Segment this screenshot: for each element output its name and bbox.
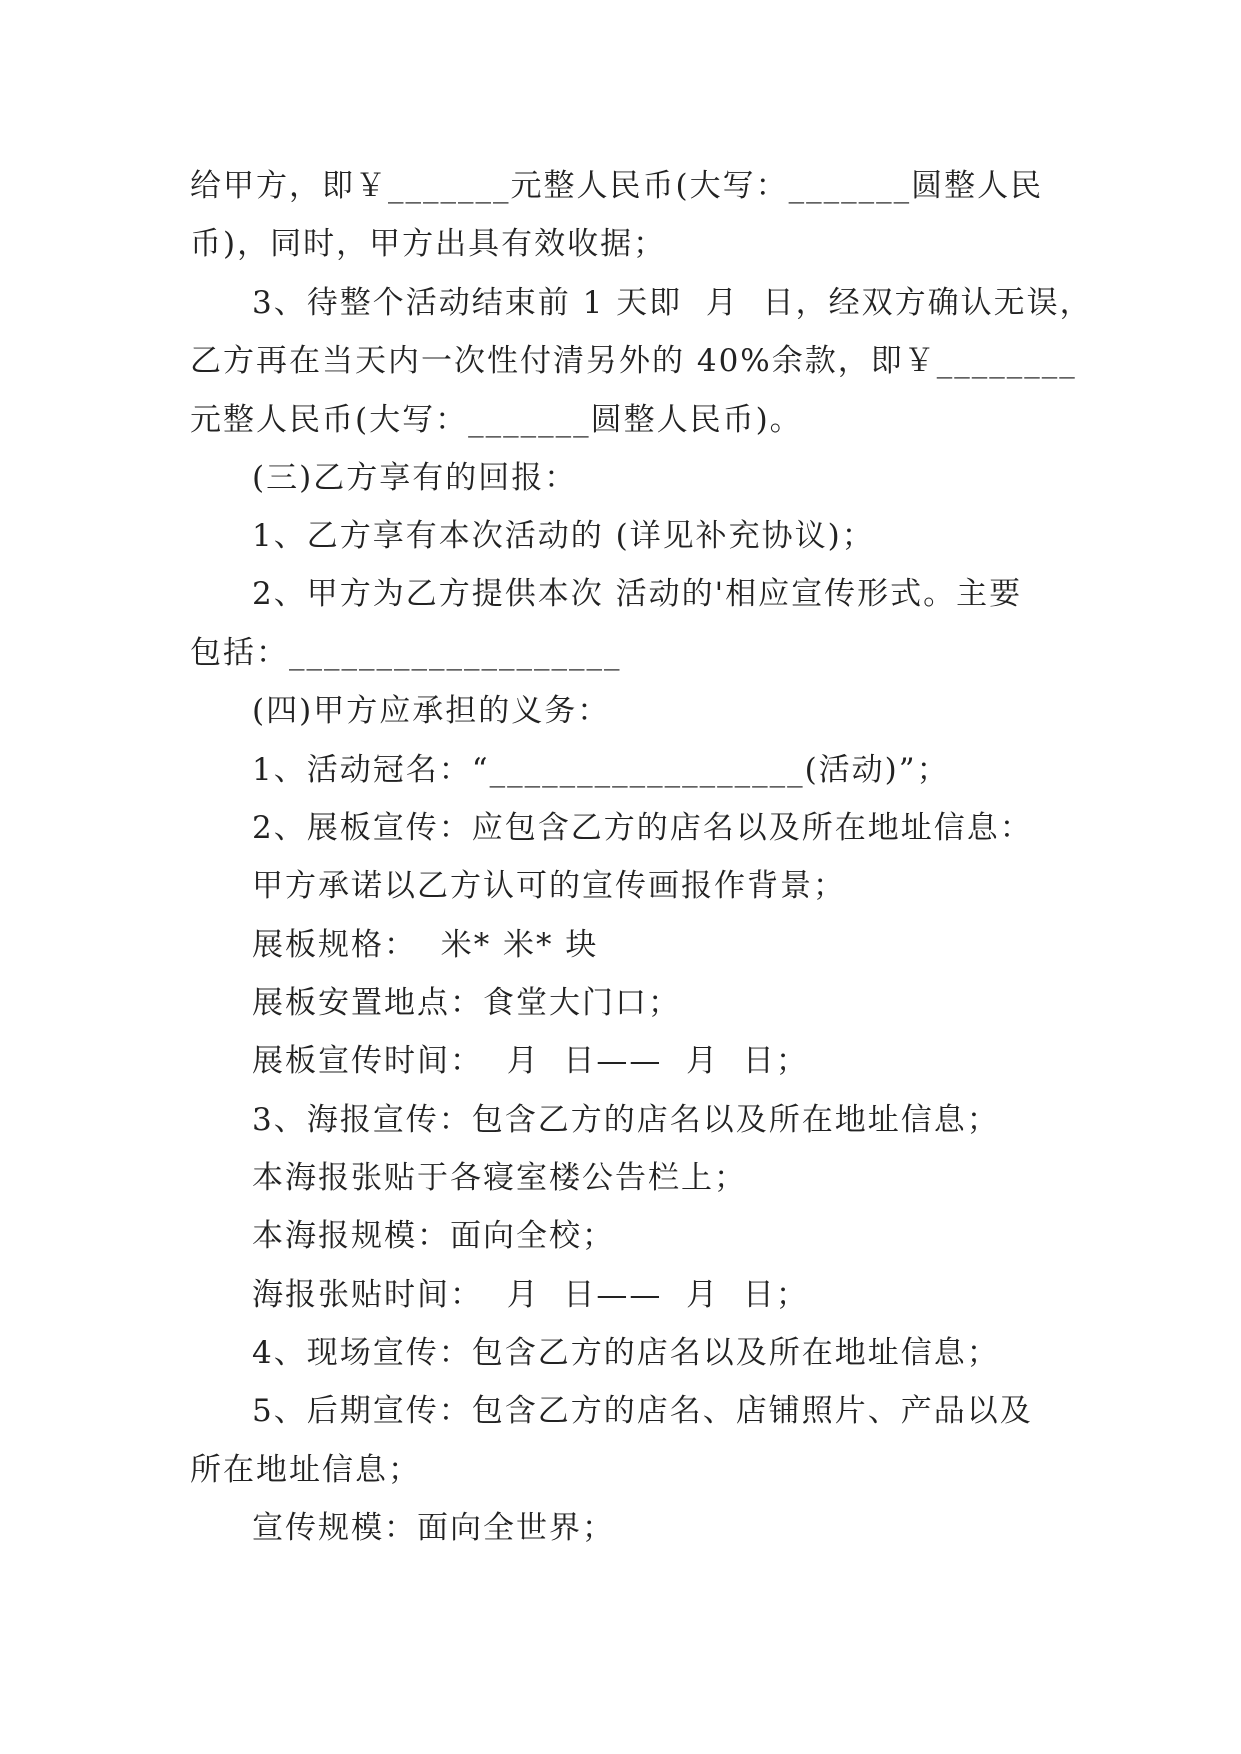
text-line: 所在地址信息； [190,1452,421,1488]
text-line: 甲方承诺以乙方认可的宣传画报作背景； [252,868,846,904]
text-line: 元整人民币(大写：_______圆整人民币)。 [190,402,803,438]
text-line: 包括：___________________ [190,635,622,671]
text-line: 展板安置地点：食堂大门口； [252,985,681,1021]
text-line: 币)，同时，甲方出具有效收据； [190,226,667,262]
section-heading: (三)乙方享有的回报： [252,460,578,496]
text-line: 4、现场宣传：包含乙方的店名以及所在地址信息； [252,1335,1000,1371]
text-line: 展板宣传时间： 月 日—— 月 日； [252,1043,809,1079]
text-line: 给甲方，即￥_______元整人民币(大写：_______圆整人民 [190,168,1044,204]
text-line: 3、待整个活动结束前 1 天即 月 日，经双方确认无误， [252,285,1093,321]
text-line: 2、展板宣传：应包含乙方的店名以及所在地址信息： [252,810,1033,846]
text-line: 展板规格： 米* 米* 块 [252,927,599,963]
text-line: 本海报张贴于各寝室楼公告栏上； [252,1160,747,1196]
text-line: 1、活动冠名：“__________________(活动)”； [252,752,950,788]
text-line: 乙方再在当天内一次性付清另外的 40%余款，即￥________ [190,343,1077,379]
text-line: 5、后期宣传：包含乙方的店名、店铺照片、产品以及 [252,1393,1033,1429]
text-line: 1、乙方享有本次活动的 (详见补充协议)； [252,518,875,554]
text-line: 海报张贴时间： 月 日—— 月 日； [252,1277,809,1313]
text-line: 宣传规模：面向全世界； [252,1510,615,1546]
text-line: 3、海报宣传：包含乙方的店名以及所在地址信息； [252,1102,1000,1138]
text-line: 本海报规模：面向全校； [252,1218,615,1254]
section-heading: (四)甲方应承担的义务： [252,693,611,729]
text-line: 2、甲方为乙方提供本次 活动的'相应宣传形式。主要 [252,576,1023,612]
